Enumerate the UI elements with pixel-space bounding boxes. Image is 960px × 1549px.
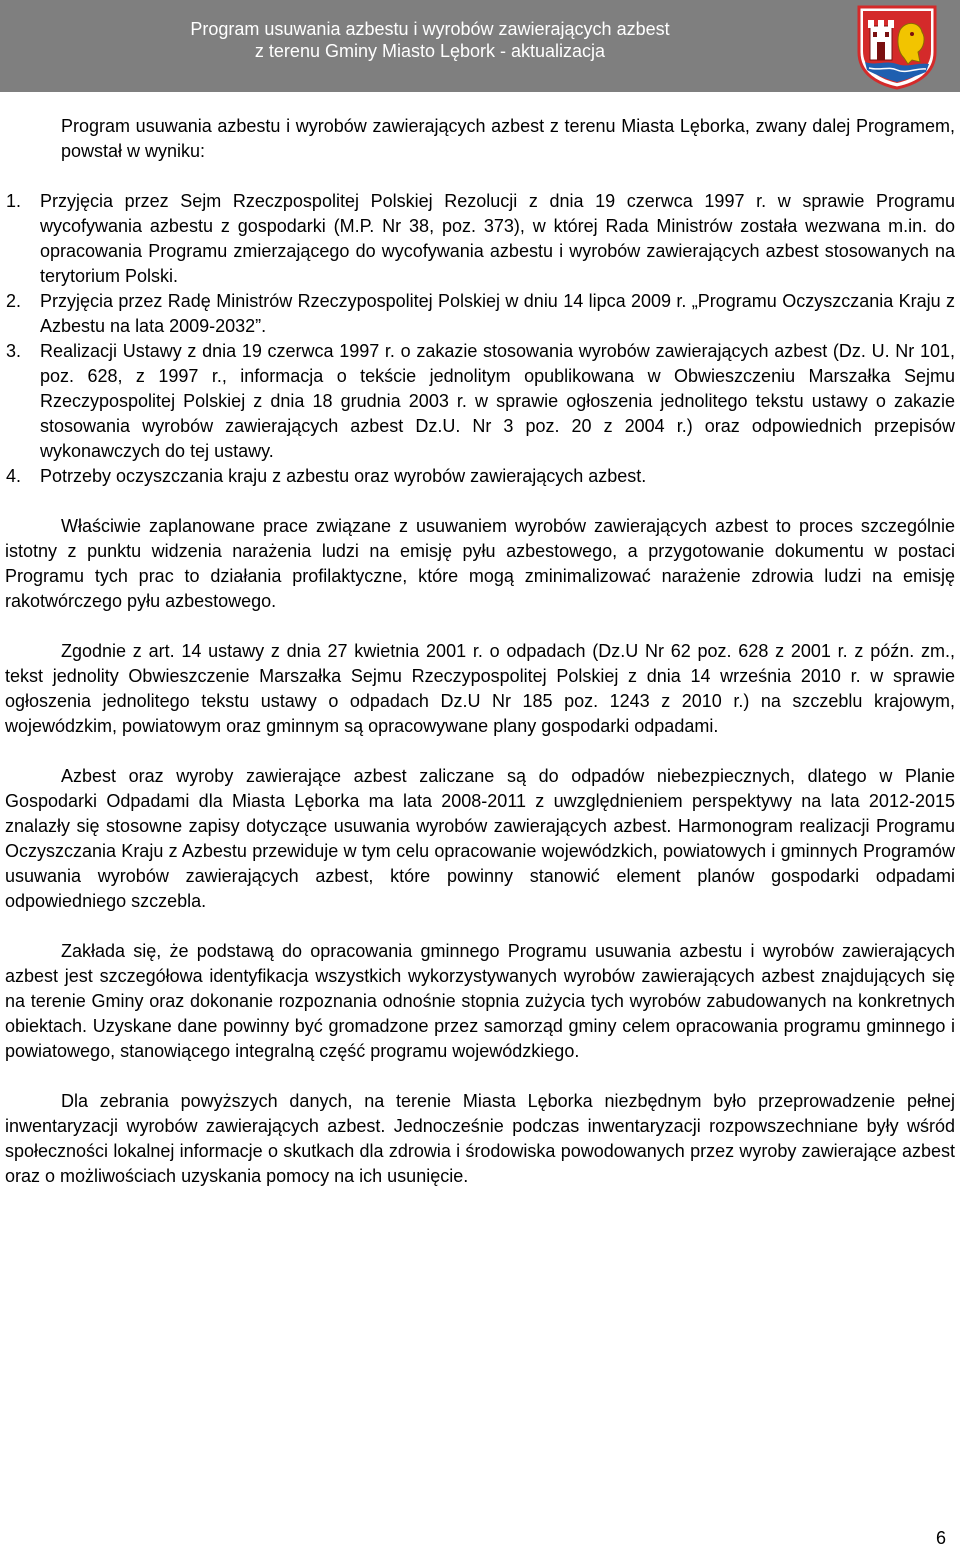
page-number: 6 [936,1528,947,1548]
list-item-text: Przyjęcia przez Sejm Rzeczpospolitej Polskiej Rezolucji z dnia 19 czerwca 1997 r. w sprawie Programu wycofywania azbestu z gospodarki (M.P. Nr 38, poz. 373), w której Rada Ministrów została wezwana m.in. do opracowania Programu zmierzającego do wycofywania azbestu i wyrobów zawierających azbest stosowanych na terytorium Polski. [40,191,955,286]
list-item [5,464,955,489]
page-header [0,0,960,92]
intro-paragraph: Program usuwania azbestu i wyrobów zawierających azbest z terenu Miasta Lęborka, zwany dalej Programem, powstał w wyniku: [61,116,955,161]
list-item-text: Potrzeby oczyszczania kraju z azbestu oraz wyrobów zawierających azbest. [40,466,647,486]
basis-list [5,189,955,489]
header-title [70,18,790,62]
list-item-number: 4. [6,466,22,486]
body-paragraph: Zgodnie z art. 14 ustawy z dnia 27 kwietnia 2001 r. o odpadach (Dz.U Nr 62 poz. 628 z 2001 r. z późn. zm., tekst jednolity Obwieszczenie Marszałka Sejmu Rzeczypospolitej Polskiej z dnia 14 września 2010 r. w sprawie ogłoszenia jednolitego tekstu ustawy o odpadach Dz.U Nr 185 poz. 1243 z 2010 r.) na szczeblu krajowym, wojewódzkim, powiatowym oraz gminnym są opracowywane plany gospodarki odpadami. [5,641,955,736]
body-paragraph: Dla zebrania powyższych danych, na terenie Miasta Lęborka niezbędnym było przeprowadzenie pełnej inwentaryzacji wyrobów zawierających azbest. Jednocześnie podczas inwentaryzacji rozpowszechniane były wśród społeczności lokalnej informacje o skutkach dla zdrowia i środowiska powodowanych przez wyroby zawierające azbest oraz o możliwościach uzyskania pomocy na ich usunięcie. [5,1091,955,1186]
list-item [5,189,955,289]
lebork-coat-of-arms-icon [856,4,938,90]
document-body [5,114,955,1189]
list-item-number: 1. [6,191,22,211]
list-item-text: Przyjęcia przez Radę Ministrów Rzeczypospolitej Polskiej w dniu 14 lipca 2009 r. „Programu Oczyszczania Kraju z Azbestu na lata 2009-2032”. [40,291,955,336]
list-item-number: 2. [6,291,22,311]
list-item [5,339,955,464]
list-item [5,289,955,339]
list-item-text: Realizacji Ustawy z dnia 19 czerwca 1997 r. o zakazie stosowania wyrobów zawierających azbest (Dz. U. Nr 101, poz. 628, z 1997 r., informacja o tekście jednolitym opublikowana w Obwieszczeniu Marszałka Sejmu Rzeczypospolitej Polskiej z dnia 18 grudnia 2003 r. w sprawie ogłoszenia jednolitego tekstu ustawy o zakazie stosowania wyrobów zawierających azbest Dz.U. Nr 3 poz. 20 z 2004 r.) oraz odpowiednich przepisów wykonawczych do tej ustawy. [40,341,955,461]
body-paragraph: Zakłada się, że podstawą do opracowania gminnego Programu usuwania azbestu i wyrobów zawierających azbest jest szczegółowa identyfikacja wszystkich wykorzystywanych wyrobów zawierających azbest znajdujących się na terenie Gminy oraz dokonanie rozpoznania odnośnie stopnia zużycia tych wyrobów zabudowanych na konkretnych obiektach. Uzyskane dane powinny być gromadzone przez samorząd gminy celem opracowania programu gminnego i powiatowego, stanowiącego integralną część programu wojewódzkiego. [5,941,955,1061]
list-item-number: 3. [6,341,22,361]
header-title-line-1: Program usuwania azbestu i wyrobów zawierających azbest [190,19,670,39]
header-title-line-2: z terenu Gminy Miasto Lębork - aktualizacja [254,41,606,61]
body-paragraph: Właściwie zaplanowane prace związane z usuwaniem wyrobów zawierających azbest to proces szczególnie istotny z punktu widzenia narażenia ludzi na emisję pyłu azbestowego, a przygotowanie dokumentu w postaci Programu tych prac to działania profilaktyczne, które mogą zminimalizować narażenie zdrowia ludzi na emisję rakotwórczego pyłu azbestowego. [5,516,955,611]
body-paragraph: Azbest oraz wyroby zawierające azbest zaliczane są do odpadów niebezpiecznych, dlatego w Planie Gospodarki Odpadami dla Miasta Lęborka ma lata 2008-2011 z uwzględnieniem perspektywy na lata 2012-2015 znalazły się stosowne zapisy dotyczące usuwania wyrobów zawierających azbest. Harmonogram realizacji Programu Oczyszczania Kraju z Azbestu przewiduje w tym celu opracowanie wojewódzkich, powiatowych i gminnych Programów usuwania wyrobów zawierających azbest, które powinny stanowić element planów gospodarki odpadami odpowiedniego szczebla. [5,766,955,911]
